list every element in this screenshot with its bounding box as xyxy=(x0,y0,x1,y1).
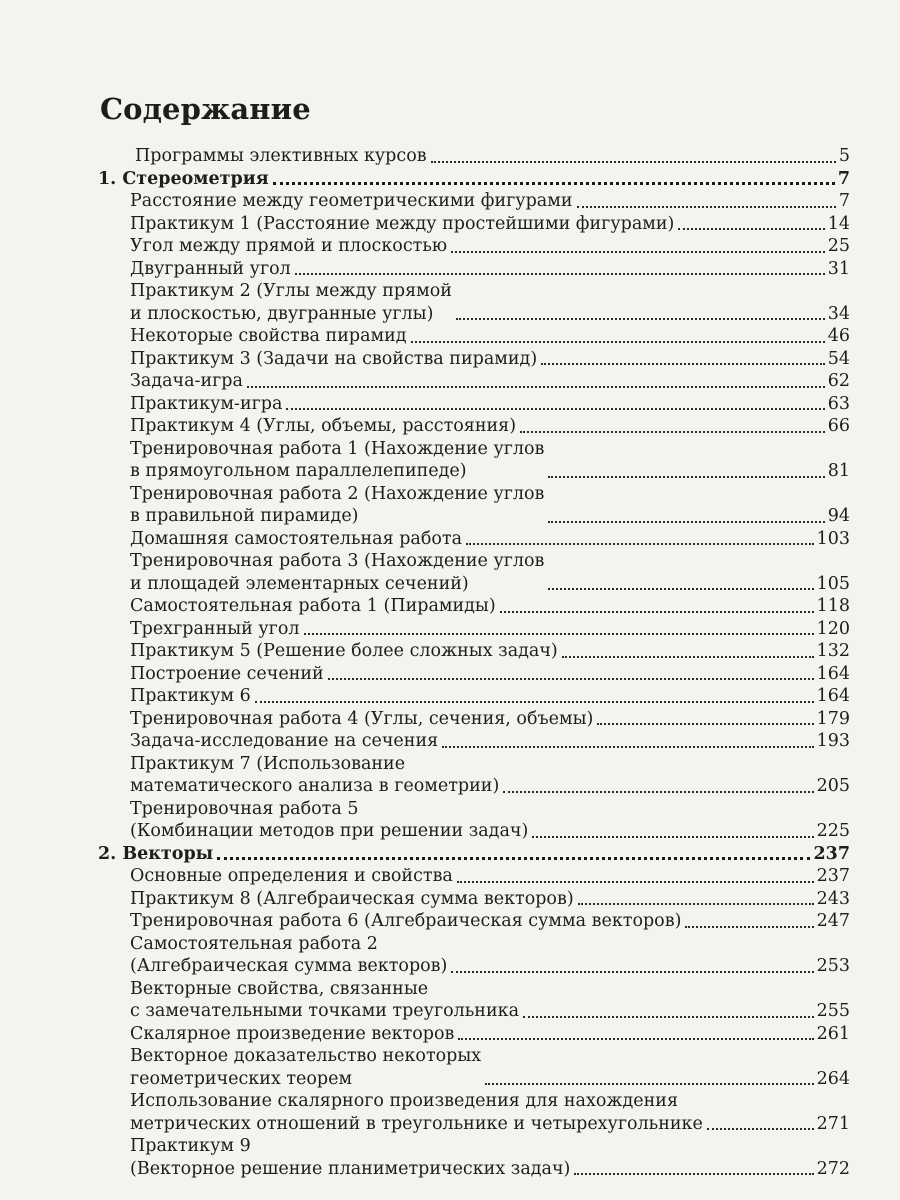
bleed-through-header xyxy=(760,42,900,60)
dot-leader xyxy=(286,396,824,410)
toc-entry-page-number: 205 xyxy=(816,776,850,796)
toc-entry-title: Практикум 7 (Использование математического анализа в геометрии) xyxy=(130,753,500,796)
toc-entry-page-number: 7 xyxy=(838,191,850,211)
toc-entry-page-number: 193 xyxy=(816,731,850,751)
toc-entry-page-number: 34 xyxy=(827,303,850,324)
toc-entry xyxy=(98,393,850,416)
toc-entry-page-number: 14 xyxy=(827,213,850,234)
toc-section-entry xyxy=(98,168,850,191)
toc-entry-page-number: 118 xyxy=(816,596,850,616)
toc-entry-page-number: 253 xyxy=(816,956,850,976)
toc-entry-title: Задача-исследование на сечения xyxy=(130,731,439,751)
toc-entry xyxy=(98,1045,850,1090)
toc-entry-title: Самостоятельная работа 1 (Пирамиды) xyxy=(130,596,496,616)
toc-entry-page-number: 243 xyxy=(816,888,850,909)
toc-entry xyxy=(98,325,850,348)
toc-entry-title: Практикум 3 (Задачи на свойства пирамид) xyxy=(130,348,538,369)
toc-entry-page-number: 255 xyxy=(816,1001,850,1021)
dot-leader xyxy=(500,599,814,613)
toc-entry xyxy=(98,1090,850,1135)
toc-entry xyxy=(98,798,850,843)
dot-leader xyxy=(451,239,825,253)
toc-entry-page-number: 62 xyxy=(827,371,850,391)
toc-entry-page-number: 164 xyxy=(816,686,850,706)
toc-entry-title: Расстояние между геометрическими фигурами xyxy=(130,191,573,211)
toc-entry-page-number: 81 xyxy=(827,461,850,481)
toc-entry-page-number: 7 xyxy=(837,168,850,189)
toc-entry xyxy=(98,145,850,168)
toc-entry-page-number: 225 xyxy=(816,821,850,841)
toc-entry-title: Практикум 9 (Векторное решение планиметрических задач) xyxy=(130,1136,571,1179)
toc-entry-title: Скалярное произведение векторов xyxy=(130,1023,455,1044)
toc-entry-title: Трехгранный угол xyxy=(130,618,300,639)
toc-entry-page-number: 66 xyxy=(827,416,850,436)
toc-entry-page-number: 105 xyxy=(816,573,850,594)
toc-entry-title: Тренировочная работа 6 (Алгебраическая сумма векторов) xyxy=(130,911,682,931)
toc-entry-title: Использование скалярного произведения для нахождения метрических отношений в треугольнике и четырехугольнике xyxy=(130,1091,703,1134)
toc-entry-title: Практикум-игра xyxy=(130,393,283,414)
toc-entry-title: Практикум 2 (Углы между прямой и плоскостью, двугранные углы) xyxy=(130,281,452,324)
dot-leader xyxy=(532,824,813,838)
dot-leader xyxy=(541,351,825,365)
dot-leader xyxy=(548,464,824,478)
toc-entry-page-number: 25 xyxy=(827,236,850,256)
toc-entry-page-number: 46 xyxy=(827,326,850,346)
toc-entry xyxy=(98,685,850,708)
toc-entry-title: Тренировочная работа 1 (Нахождение углов в прямоугольном параллелепипеде) xyxy=(130,438,545,481)
dot-leader xyxy=(466,531,814,545)
toc-entry xyxy=(98,258,850,281)
toc-entry-page-number: 120 xyxy=(816,618,850,639)
toc-entry xyxy=(98,663,850,686)
toc-entry xyxy=(98,595,850,618)
toc-entry-title: Практикум 1 (Расстояние между простейшими фигурами) xyxy=(130,213,675,234)
toc-entry-page-number: 179 xyxy=(816,708,850,729)
toc-entry-page-number: 63 xyxy=(827,393,850,414)
toc-entry-title: Домашняя самостоятельная работа xyxy=(130,528,463,549)
toc-entry-page-number: 237 xyxy=(813,843,850,864)
toc-entry-title: Тренировочная работа 3 (Нахождение углов и площадей элементарных сечений) xyxy=(130,551,545,594)
dot-leader xyxy=(578,891,814,905)
dot-leader xyxy=(597,711,813,725)
toc-entry-title: Некоторые свойства пирамид xyxy=(130,326,407,346)
dot-leader xyxy=(548,509,824,523)
dot-leader xyxy=(577,194,836,208)
dot-leader xyxy=(678,216,824,230)
toc-entry-title: Задача-игра xyxy=(130,371,243,391)
dot-leader xyxy=(574,1161,813,1175)
toc-entry-title: Двугранный угол xyxy=(130,258,291,279)
dot-leader xyxy=(485,1071,813,1085)
toc-entry-title: Тренировочная работа 2 (Нахождение углов в правильной пирамиде) xyxy=(130,483,545,526)
toc-entry-title: 1. Стереометрия xyxy=(98,168,269,189)
toc-entry xyxy=(98,528,850,551)
toc-entry xyxy=(98,708,850,731)
dot-leader xyxy=(247,374,825,388)
toc-entry-title: Практикум 5 (Решение более сложных задач) xyxy=(130,641,558,661)
toc-entry xyxy=(98,1023,850,1046)
dot-leader xyxy=(548,576,813,590)
dot-leader xyxy=(304,621,814,635)
toc-entry-title: Тренировочная работа 4 (Углы, сечения, объемы) xyxy=(130,708,594,729)
dot-leader xyxy=(411,329,825,343)
toc-entry-page-number: 272 xyxy=(816,1158,850,1179)
toc-entry-page-number: 94 xyxy=(827,506,850,526)
dot-leader xyxy=(457,869,814,883)
toc-entry-title: Практикум 6 xyxy=(130,686,251,706)
toc-entry-page-number: 31 xyxy=(827,258,850,279)
table-of-contents xyxy=(98,145,850,1180)
toc-entry-page-number: 103 xyxy=(816,528,850,549)
toc-entry-title: Практикум 8 (Алгебраическая сумма векторов) xyxy=(130,888,574,909)
toc-entry xyxy=(98,348,850,371)
toc-entry-title: Векторное доказательство некоторых геометрических теорем xyxy=(130,1046,482,1089)
toc-entry xyxy=(98,618,850,641)
toc-entry xyxy=(98,910,850,933)
toc-entry xyxy=(98,933,850,978)
toc-entry-title: Практикум 4 (Углы, объемы, расстояния) xyxy=(130,416,517,436)
toc-section-entry xyxy=(98,843,850,866)
dot-leader xyxy=(707,1116,814,1130)
toc-entry xyxy=(98,235,850,258)
toc-entry-title: Самостоятельная работа 2 (Алгебраическая сумма векторов) xyxy=(130,933,448,976)
toc-entry xyxy=(98,370,850,393)
toc-entry-page-number: 132 xyxy=(816,641,850,661)
dot-leader xyxy=(520,419,825,433)
toc-entry xyxy=(98,438,850,483)
toc-entry-page-number: 54 xyxy=(827,348,850,369)
toc-entry-title: Построение сечений xyxy=(130,663,324,684)
toc-entry-title: 2. Векторы xyxy=(98,843,214,864)
dot-leader xyxy=(458,1026,813,1040)
dot-leader xyxy=(273,170,835,185)
dot-leader xyxy=(295,261,825,275)
toc-entry-page-number: 5 xyxy=(838,146,850,166)
toc-entry xyxy=(98,415,850,438)
toc-entry xyxy=(98,1135,850,1180)
dot-leader xyxy=(685,914,813,928)
dot-leader xyxy=(523,1004,814,1018)
toc-entry xyxy=(98,730,850,753)
toc-entry xyxy=(98,753,850,798)
dot-leader xyxy=(456,306,825,320)
dot-leader xyxy=(451,959,813,973)
toc-entry xyxy=(98,483,850,528)
toc-entry-title: Угол между прямой и плоскостью xyxy=(130,236,448,256)
dot-leader xyxy=(442,734,813,748)
toc-entry xyxy=(98,190,850,213)
page-title: Содержание xyxy=(100,92,311,126)
dot-leader xyxy=(431,149,836,163)
toc-entry-page-number: 264 xyxy=(816,1068,850,1089)
dot-leader xyxy=(562,644,814,658)
dot-leader xyxy=(328,666,814,680)
toc-entry xyxy=(98,213,850,236)
toc-entry xyxy=(98,550,850,595)
toc-entry-title: Тренировочная работа 5 (Комбинации методов при решении задач) xyxy=(130,798,529,841)
toc-entry-page-number: 261 xyxy=(816,1023,850,1044)
toc-entry-title: Программы элективных курсов xyxy=(135,146,427,166)
toc-entry xyxy=(98,978,850,1023)
toc-entry-title: Векторные свойства, связанные с замечательными точками треугольника xyxy=(130,978,520,1021)
toc-entry-page-number: 237 xyxy=(816,866,850,886)
dot-leader xyxy=(255,689,814,703)
toc-entry xyxy=(98,865,850,888)
toc-entry-page-number: 271 xyxy=(816,1113,850,1134)
toc-entry-page-number: 247 xyxy=(816,911,850,931)
toc-entry xyxy=(98,640,850,663)
toc-entry-page-number: 164 xyxy=(816,663,850,684)
toc-entry xyxy=(98,888,850,911)
dot-leader xyxy=(217,845,810,860)
dot-leader xyxy=(503,779,813,793)
toc-entry-title: Основные определения и свойства xyxy=(130,866,453,886)
toc-entry xyxy=(98,280,850,325)
